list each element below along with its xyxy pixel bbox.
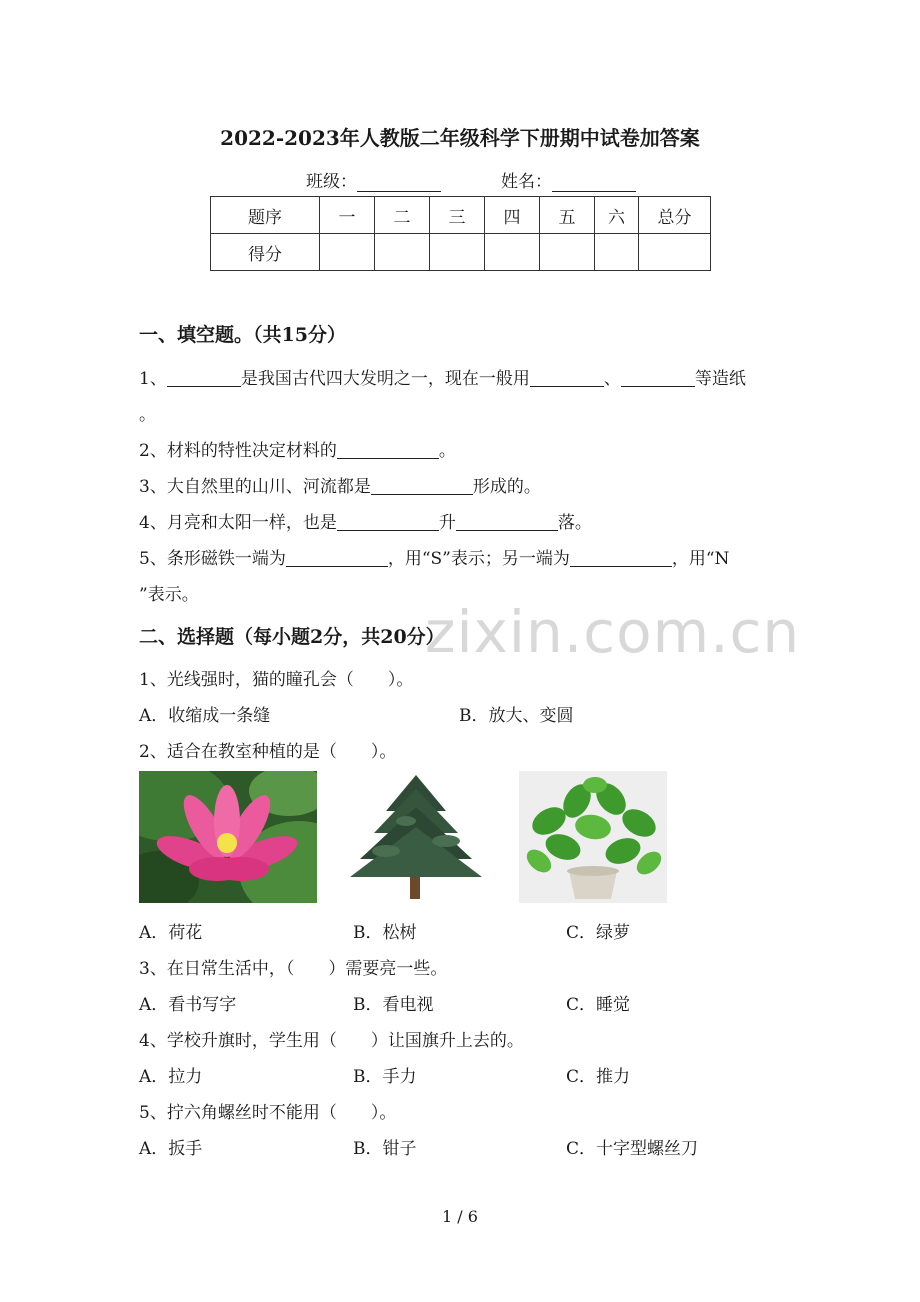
class-label: 班级：: [306, 172, 357, 192]
answer-blank[interactable]: [337, 512, 439, 531]
name-blank[interactable]: [552, 173, 636, 192]
score-input-cell[interactable]: [430, 234, 485, 271]
section2-heading: 二、选择题（每小题2分，共20分）: [139, 626, 445, 648]
answer-blank[interactable]: [337, 440, 439, 459]
option-a[interactable]: A．拉力: [139, 1067, 203, 1087]
score-input-cell[interactable]: [375, 234, 430, 271]
q-text: 是我国古代四大发明之一，现在一般用: [240, 369, 530, 389]
option-b[interactable]: B．看电视: [353, 995, 434, 1015]
answer-blank[interactable]: [371, 476, 473, 495]
score-cell: 四: [485, 197, 540, 234]
score-cell: 二: [375, 197, 430, 234]
score-input-cell[interactable]: [595, 234, 639, 271]
option-c[interactable]: C．睡觉: [566, 995, 631, 1015]
option-a[interactable]: A．荷花: [139, 923, 203, 943]
score-cell: 五: [540, 197, 595, 234]
answer-blank[interactable]: [167, 368, 241, 387]
q-text: 、: [603, 369, 621, 389]
score-table-score-row: [211, 234, 711, 271]
score-table-header-row: [211, 197, 711, 234]
answer-blank[interactable]: [286, 548, 388, 567]
choice-question-5: 5、拧六角螺丝时不能用（ ）。: [139, 1103, 397, 1123]
answer-blank[interactable]: [530, 368, 604, 387]
name-label: 姓名：: [501, 172, 552, 192]
q-text: 落。: [557, 513, 592, 533]
fill-question-1-tail: 。: [139, 405, 156, 425]
choice-question-1: 1、光线强时，猫的瞳孔会（ ）。: [139, 670, 414, 690]
fill-question-5: [139, 544, 729, 569]
q-text: 5、条形磁铁一端为: [139, 549, 286, 569]
q-number: 1、: [139, 369, 167, 389]
q-text: ，用“N: [671, 549, 730, 569]
class-blank[interactable]: [357, 173, 441, 192]
option-b[interactable]: B．钳子: [353, 1139, 417, 1159]
class-field: [306, 167, 441, 192]
option-c[interactable]: C．绿萝: [566, 923, 631, 943]
score-input-cell[interactable]: [639, 234, 711, 271]
score-table: [210, 196, 711, 271]
fill-question-3: [139, 472, 541, 497]
option-a[interactable]: A．扳手: [139, 1139, 203, 1159]
lotus-flower-image: [139, 771, 317, 903]
page-title: 2022-2023年人教版二年级科学下册期中试卷加答案: [220, 126, 700, 150]
name-field: [501, 167, 636, 192]
q-text: 3、大自然里的山川、河流都是: [139, 477, 371, 497]
answer-blank[interactable]: [621, 368, 695, 387]
choice-question-3: 3、在日常生活中，（ ）需要亮一些。: [139, 959, 448, 979]
answer-blank[interactable]: [570, 548, 672, 567]
section1-heading: 一、填空题。（共15分）: [139, 324, 346, 346]
page-number: 1 / 6: [442, 1207, 478, 1226]
pothos-plant-image: [519, 771, 667, 903]
score-row-label: 得分: [211, 234, 320, 271]
option-a[interactable]: A．看书写字: [139, 995, 237, 1015]
watermark: zixin.com.cn: [425, 598, 801, 666]
answer-blank[interactable]: [456, 512, 558, 531]
choice-question-4: 4、学校升旗时，学生用（ ）让国旗升上去的。: [139, 1031, 524, 1051]
choice-question-2: 2、适合在教室种植的是（ ）。: [139, 742, 397, 762]
fill-question-5-tail: ”表示。: [139, 585, 199, 605]
q-text: 形成的。: [472, 477, 541, 497]
score-input-cell[interactable]: [320, 234, 375, 271]
score-cell: 总分: [639, 197, 711, 234]
score-cell: 一: [320, 197, 375, 234]
option-b[interactable]: B．放大、变圆: [459, 706, 574, 726]
q-text: 。: [438, 441, 456, 461]
q-text: 升: [438, 513, 456, 533]
score-cell: 三: [430, 197, 485, 234]
q-text: 2、材料的特性决定材料的: [139, 441, 337, 461]
fill-question-4: [139, 508, 592, 533]
option-a[interactable]: A．收缩成一条缝: [139, 706, 271, 726]
pine-tree-image: [346, 771, 486, 903]
q-text: 4、月亮和太阳一样，也是: [139, 513, 337, 533]
score-input-cell[interactable]: [485, 234, 540, 271]
fill-question-1: [139, 364, 746, 389]
q-text: 等造纸: [694, 369, 746, 389]
score-cell: 六: [595, 197, 639, 234]
option-b[interactable]: B．手力: [353, 1067, 417, 1087]
score-cell: 题序: [211, 197, 320, 234]
option-c[interactable]: C．推力: [566, 1067, 631, 1087]
fill-question-2: [139, 436, 456, 461]
option-b[interactable]: B．松树: [353, 923, 417, 943]
option-c[interactable]: C．十字型螺丝刀: [566, 1139, 699, 1159]
score-input-cell[interactable]: [540, 234, 595, 271]
q-text: ，用“S”表示；另一端为: [387, 549, 570, 569]
